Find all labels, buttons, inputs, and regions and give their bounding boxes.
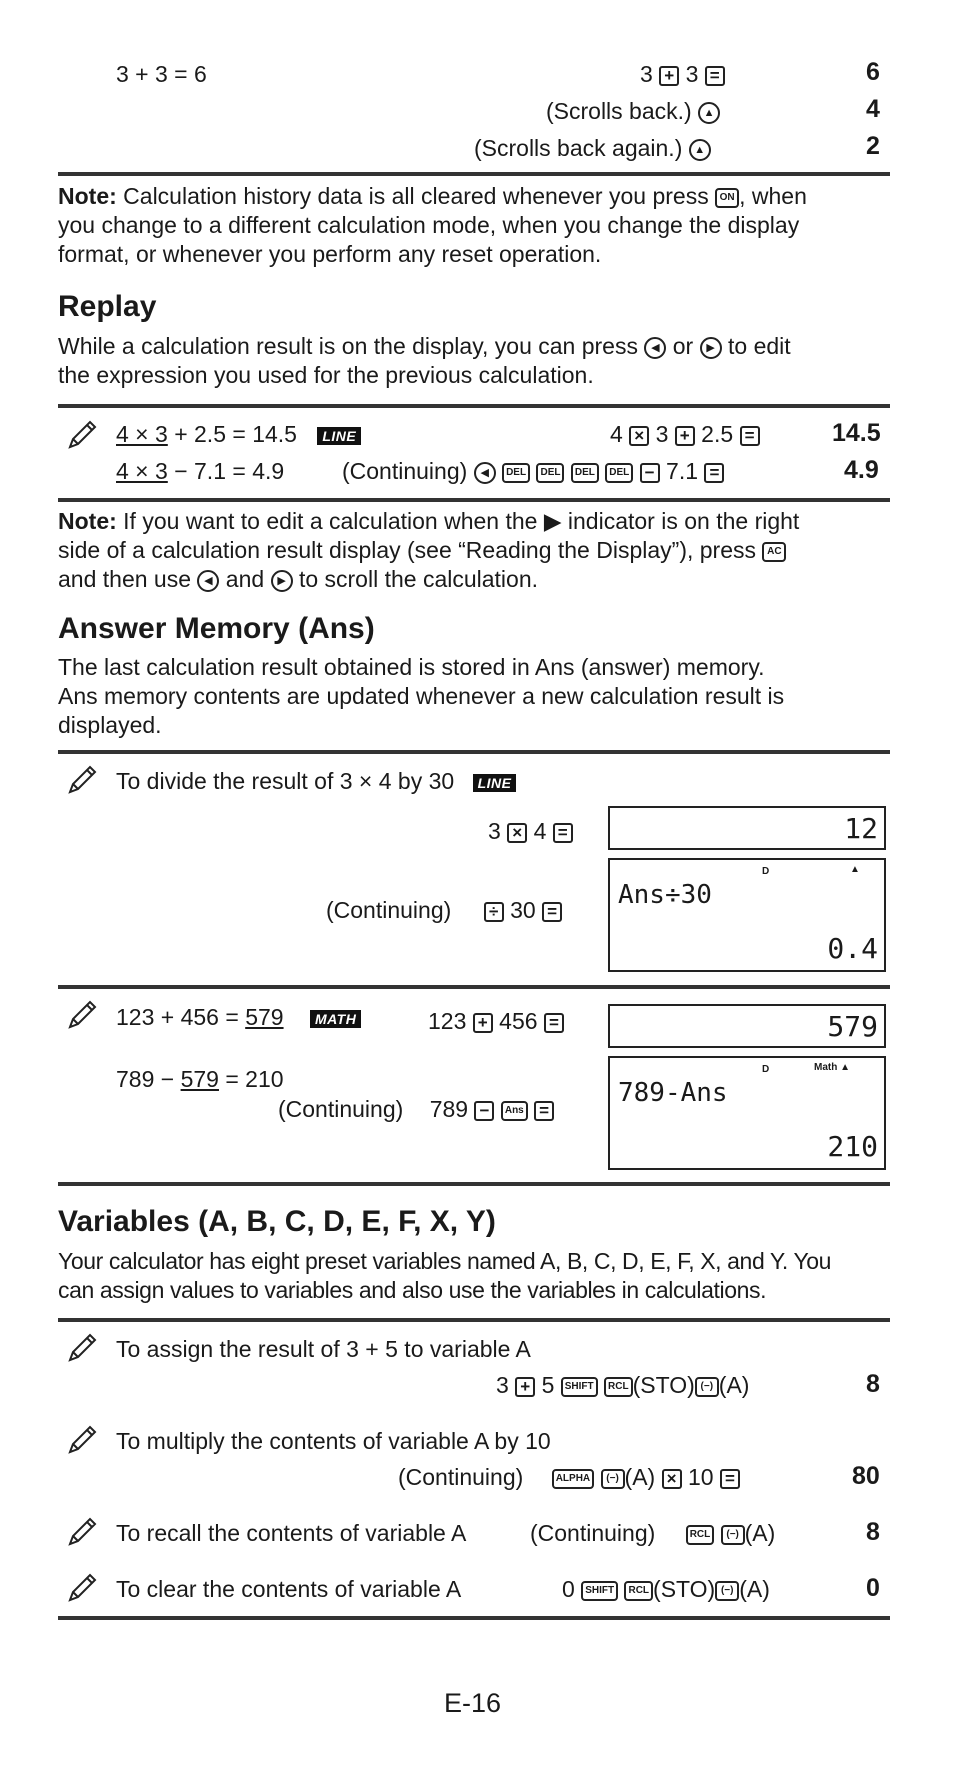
plus-key-icon: + bbox=[473, 1013, 493, 1033]
shift-key-icon: SHIFT bbox=[561, 1377, 598, 1397]
pencil-icon bbox=[64, 1330, 100, 1366]
pencil-icon bbox=[64, 997, 100, 1033]
variables-result-2: 80 bbox=[852, 1462, 880, 1490]
variables-example-4-title: To clear the contents of variable A bbox=[116, 1576, 462, 1602]
variables-result-1: 8 bbox=[866, 1370, 880, 1398]
negative-key-icon: (−) bbox=[721, 1525, 745, 1545]
ans-example-1-keys: 3 × 4 = bbox=[488, 818, 573, 845]
variables-example-1-keys: 3 + 5 SHIFT RCL (STO) (−) (A) bbox=[496, 1372, 750, 1398]
equals-key-icon: = bbox=[704, 463, 724, 483]
ans-example-2: 123 + 456 = 579 MATH bbox=[116, 1004, 361, 1031]
variables-result-3: 8 bbox=[866, 1518, 880, 1546]
variables-example-4-keys: 0 SHIFT RCL (STO) (−) (A) bbox=[562, 1576, 770, 1602]
negative-key-icon: (−) bbox=[601, 1469, 625, 1489]
history-scroll-2: (Scrolls back again.) ▲ bbox=[474, 135, 711, 162]
right-arrow-key-icon: ▶ bbox=[700, 337, 722, 359]
history-expression: 3 + 3 = 6 bbox=[116, 61, 207, 87]
replay-example-1-keys: 4 × 3 + 2.5 = bbox=[610, 421, 760, 448]
plus-key-icon: + bbox=[675, 426, 695, 446]
plus-key-icon: + bbox=[659, 66, 679, 86]
rcl-key-icon: RCL bbox=[604, 1377, 633, 1397]
divider bbox=[58, 750, 890, 754]
left-arrow-key-icon: ◀ bbox=[474, 462, 496, 484]
divide-key-icon: ÷ bbox=[484, 902, 504, 922]
del-key-icon: DEL bbox=[502, 463, 530, 483]
divider bbox=[58, 1318, 890, 1322]
divider bbox=[58, 985, 890, 989]
line-mode-badge: LINE bbox=[473, 774, 517, 792]
math-mode-badge: MATH bbox=[310, 1010, 361, 1028]
replay-result-1: 14.5 bbox=[832, 419, 881, 447]
variables-example-3-keys: (Continuing) RCL (−) (A) bbox=[530, 1520, 776, 1546]
ans-description: The last calculation result obtained is stored in Ans (answer) memory. Ans memory contents are updated whenever a new calculation result is displayed. bbox=[58, 654, 785, 738]
pencil-icon bbox=[64, 417, 100, 453]
pencil-icon bbox=[64, 1570, 100, 1606]
section-title-variables: Variables (A, B, C, D, E, F, X, Y) bbox=[58, 1205, 496, 1238]
del-key-icon: DEL bbox=[571, 463, 599, 483]
divider bbox=[58, 404, 890, 408]
equals-key-icon: = bbox=[534, 1101, 554, 1121]
pencil-icon bbox=[64, 1422, 100, 1458]
up-arrow-key-icon: ▲ bbox=[698, 102, 720, 124]
replay-result-2: 4.9 bbox=[844, 456, 879, 484]
divider bbox=[58, 498, 890, 502]
equals-key-icon: = bbox=[544, 1013, 564, 1033]
minus-key-icon: − bbox=[474, 1101, 494, 1121]
rcl-key-icon: RCL bbox=[686, 1525, 715, 1545]
rcl-key-icon: RCL bbox=[624, 1581, 653, 1601]
equals-key-icon: = bbox=[542, 902, 562, 922]
plus-key-icon: + bbox=[515, 1377, 535, 1397]
lcd-display: 12 bbox=[608, 806, 886, 850]
history-scroll-1: (Scrolls back.) ▲ bbox=[546, 98, 720, 125]
history-result-1: 6 bbox=[866, 58, 880, 86]
divider bbox=[58, 172, 890, 176]
variables-example-1-title: To assign the result of 3 + 5 to variable A bbox=[116, 1336, 531, 1362]
negative-key-icon: (−) bbox=[715, 1581, 739, 1601]
times-key-icon: × bbox=[662, 1469, 682, 1489]
ac-key-icon: AC bbox=[762, 542, 786, 562]
left-arrow-key-icon: ◀ bbox=[644, 337, 666, 359]
up-arrow-key-icon: ▲ bbox=[689, 139, 711, 161]
note-edit: Note: If you want to edit a calculation when the ▶ indicator is on the right side of a calculation result display (see “Reading the Display”), press AC and then use ◀ and ▶ to scroll the calculation. bbox=[58, 508, 800, 592]
section-title-replay: Replay bbox=[58, 290, 157, 323]
ans-key-icon: Ans bbox=[501, 1101, 528, 1121]
history-result-2: 4 bbox=[866, 95, 880, 123]
variables-example-2-keys: (Continuing) ALPHA (−) (A) × 10 = bbox=[398, 1464, 740, 1491]
note-history-clear: Note: Calculation history data is all cleared whenever you press ON , when you change to a different calculation mode, when you change the display format, or whenever you perform any reset operation. bbox=[58, 183, 807, 267]
ans-example-2-keys: 123 + 456 = bbox=[428, 1008, 564, 1035]
replay-example-2: 4 × 3 − 7.1 = 4.9 bbox=[116, 458, 285, 484]
replay-description: While a calculation result is on the display, you can press ◀ or ▶ to edit the expression you used for the previous calculation. bbox=[58, 333, 791, 388]
ans-example-1-title: To divide the result of 3 × 4 by 30 LINE bbox=[116, 768, 516, 795]
history-result-3: 2 bbox=[866, 132, 880, 160]
del-key-icon: DEL bbox=[536, 463, 564, 483]
ans-example-3-keys: (Continuing) 789 − Ans = bbox=[278, 1096, 554, 1123]
lcd-display: 579 bbox=[608, 1004, 886, 1048]
equals-key-icon: = bbox=[740, 426, 760, 446]
lcd-display: D Math ▲ 789-Ans 210 bbox=[608, 1056, 886, 1170]
variables-description: Your calculator has eight preset variables named A, B, C, D, E, F, X, and Y. You can assign values to variables and also use the variables in calculations. bbox=[58, 1248, 832, 1303]
negative-key-icon: (−) bbox=[695, 1377, 719, 1397]
section-title-ans: Answer Memory (Ans) bbox=[58, 612, 375, 645]
equals-key-icon: = bbox=[705, 66, 725, 86]
lcd-display: D ▲ Ans÷30 0.4 bbox=[608, 858, 886, 972]
variables-result-4: 0 bbox=[866, 1574, 880, 1602]
line-mode-badge: LINE bbox=[317, 427, 361, 445]
times-key-icon: × bbox=[507, 823, 527, 843]
pencil-icon bbox=[64, 762, 100, 798]
replay-example-2-keys: (Continuing) ◀ DEL DEL DEL DEL − 7.1 = bbox=[342, 458, 724, 485]
ans-example-1-continue: (Continuing) ÷ 30 = bbox=[326, 897, 562, 924]
replay-example-1: 4 × 3 + 2.5 = 14.5 LINE bbox=[116, 421, 361, 448]
right-arrow-key-icon: ▶ bbox=[271, 570, 293, 592]
page-number: E-16 bbox=[444, 1688, 502, 1718]
minus-key-icon: − bbox=[640, 463, 660, 483]
variables-example-2-title: To multiply the contents of variable A by 10 bbox=[116, 1428, 551, 1454]
equals-key-icon: = bbox=[553, 823, 573, 843]
on-key-icon: ON bbox=[715, 188, 739, 208]
ans-example-3: 789 − 579 = 210 bbox=[116, 1066, 284, 1092]
del-key-icon: DEL bbox=[605, 463, 633, 483]
divider bbox=[58, 1616, 890, 1620]
equals-key-icon: = bbox=[720, 1469, 740, 1489]
divider bbox=[58, 1182, 890, 1186]
times-key-icon: × bbox=[629, 426, 649, 446]
history-keys: 3 + 3 = bbox=[640, 61, 725, 88]
variables-example-3-title: To recall the contents of variable A bbox=[116, 1520, 467, 1546]
shift-key-icon: SHIFT bbox=[581, 1581, 618, 1601]
pencil-icon bbox=[64, 1514, 100, 1550]
alpha-key-icon: ALPHA bbox=[552, 1469, 594, 1489]
left-arrow-key-icon: ◀ bbox=[197, 570, 219, 592]
